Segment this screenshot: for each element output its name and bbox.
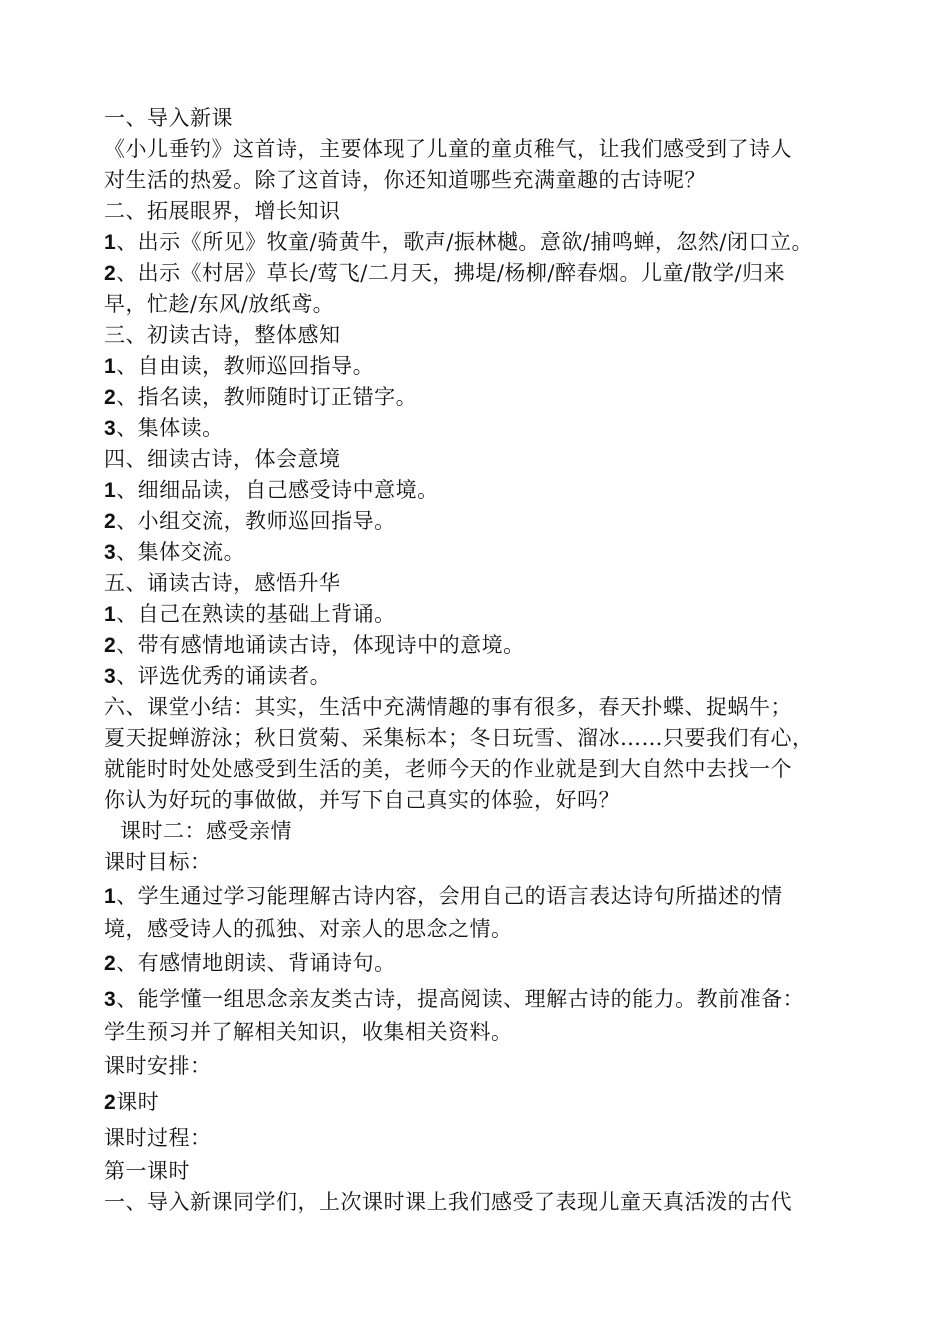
list-number: 1 — [104, 231, 117, 254]
text-line — [104, 568, 864, 599]
line-text: 、集体读。 — [116, 416, 224, 440]
line-text: 课时 — [116, 1090, 160, 1114]
line-text: 就能时时处处感受到生活的美，老师今天的作业就是到大自然中去找一个 — [104, 757, 792, 781]
line-text: 、带有感情地诵读古诗，体现诗中的意境。 — [116, 633, 525, 657]
line-text: 学生预习并了解相关知识，收集相关资料。 — [104, 1020, 513, 1044]
line-text: 课时安排： — [104, 1054, 212, 1078]
text-line — [104, 754, 864, 785]
list-number: 3 — [104, 541, 117, 564]
text-line — [104, 816, 864, 847]
line-text: 四、细读古诗，体会意境 — [104, 447, 341, 471]
text-line — [104, 661, 864, 692]
text-line — [104, 630, 864, 661]
list-number: 3 — [104, 665, 117, 688]
text-line — [104, 723, 864, 754]
list-number: 2 — [104, 262, 117, 285]
text-line — [104, 1084, 864, 1120]
list-number: 2 — [104, 634, 117, 657]
text-line — [104, 320, 864, 351]
text-line — [104, 289, 864, 320]
line-text: 第一课时 — [104, 1159, 190, 1183]
list-number: 1 — [104, 885, 117, 908]
text-line — [104, 134, 864, 165]
text-line — [104, 227, 864, 258]
text-line — [104, 785, 864, 816]
line-text: 二、拓展眼界，增长知识 — [104, 199, 341, 223]
line-text: 《小儿垂钓》这首诗，主要体现了儿童的童贞稚气，让我们感受到了诗人 — [104, 137, 792, 161]
list-number: 1 — [104, 603, 117, 626]
text-line — [104, 1187, 864, 1218]
text-line — [104, 1156, 864, 1187]
line-text: 、小组交流，教师巡回指导。 — [116, 509, 396, 533]
text-line — [104, 196, 864, 227]
line-text: 五、诵读古诗，感悟升华 — [104, 571, 341, 595]
line-text: 六、课堂小结：其实，生活中充满情趣的事有很多，春天扑蝶、捉蜗牛； — [104, 695, 792, 719]
line-text: 夏天捉蝉游泳；秋日赏菊、采集标本；冬日玩雪、溜冰……只要我们有心， — [104, 726, 814, 750]
text-line — [104, 692, 864, 723]
line-text: 、学生通过学习能理解古诗内容，会用自己的语言表达诗句所描述的情 — [116, 884, 783, 908]
text-line — [104, 599, 864, 630]
document-body — [104, 103, 864, 1218]
list-number: 3 — [104, 417, 117, 440]
line-text: 一、导入新课 — [104, 106, 233, 130]
text-line — [104, 914, 864, 945]
text-line — [104, 847, 864, 878]
text-line — [104, 878, 864, 914]
text-line — [104, 413, 864, 444]
text-line — [104, 537, 864, 568]
line-text: 三、初读古诗，整体感知 — [104, 323, 341, 347]
line-text: 境，感受诗人的孤独、对亲人的思念之情。 — [104, 917, 513, 941]
text-line — [104, 351, 864, 382]
line-text: 、集体交流。 — [116, 540, 246, 564]
list-number: 2 — [104, 386, 117, 409]
line-text: 、自己在熟读的基础上背诵。 — [116, 602, 396, 626]
list-number: 2 — [104, 952, 117, 975]
line-text: 、有感情地朗读、背诵诗句。 — [116, 951, 396, 975]
line-text: 课时过程： — [104, 1126, 212, 1150]
text-line — [104, 1120, 864, 1156]
line-text: 课时目标： — [104, 850, 212, 874]
text-line — [104, 165, 864, 196]
text-line — [104, 475, 864, 506]
line-text: 一、导入新课同学们，上次课时课上我们感受了表现儿童天真活泼的古代 — [104, 1190, 792, 1214]
line-text: 、指名读，教师随时订正错字。 — [116, 385, 418, 409]
line-text: 对生活的热爱。除了这首诗，你还知道哪些充满童趣的古诗呢？ — [104, 168, 706, 192]
list-number: 3 — [104, 988, 117, 1011]
list-number: 2 — [104, 510, 117, 533]
text-line — [104, 258, 864, 289]
list-number: 2 — [104, 1091, 117, 1114]
line-text: 、细细品读，自己感受诗中意境。 — [116, 478, 439, 502]
line-text: 、出示《村居》草长/莺飞/二月天，拂堤/杨柳/醉春烟。儿童/散学/归来 — [116, 261, 786, 285]
text-line — [104, 103, 864, 134]
text-line — [104, 506, 864, 537]
line-text: 、能学懂一组思念亲友类古诗，提高阅读、理解古诗的能力。教前准备： — [116, 987, 805, 1011]
text-line — [104, 382, 864, 413]
text-line — [104, 945, 864, 981]
line-text: 、自由读，教师巡回指导。 — [116, 354, 375, 378]
text-line — [104, 444, 864, 475]
text-line — [104, 981, 864, 1017]
line-text: 、出示《所见》牧童/骑黄牛，歌声/振林樾。意欲/捕鸣蝉，忽然/闭口立。 — [116, 230, 813, 254]
text-line — [104, 1017, 864, 1048]
list-number: 1 — [104, 479, 117, 502]
line-text: 早，忙趁/东风/放纸鸢。 — [104, 292, 335, 316]
text-line — [104, 1048, 864, 1084]
list-number: 1 — [104, 355, 117, 378]
line-text: 、评选优秀的诵读者。 — [116, 664, 332, 688]
line-text: 课时二：感受亲情 — [120, 819, 292, 843]
line-text: 你认为好玩的事做做，并写下自己真实的体验，好吗？ — [104, 788, 620, 812]
